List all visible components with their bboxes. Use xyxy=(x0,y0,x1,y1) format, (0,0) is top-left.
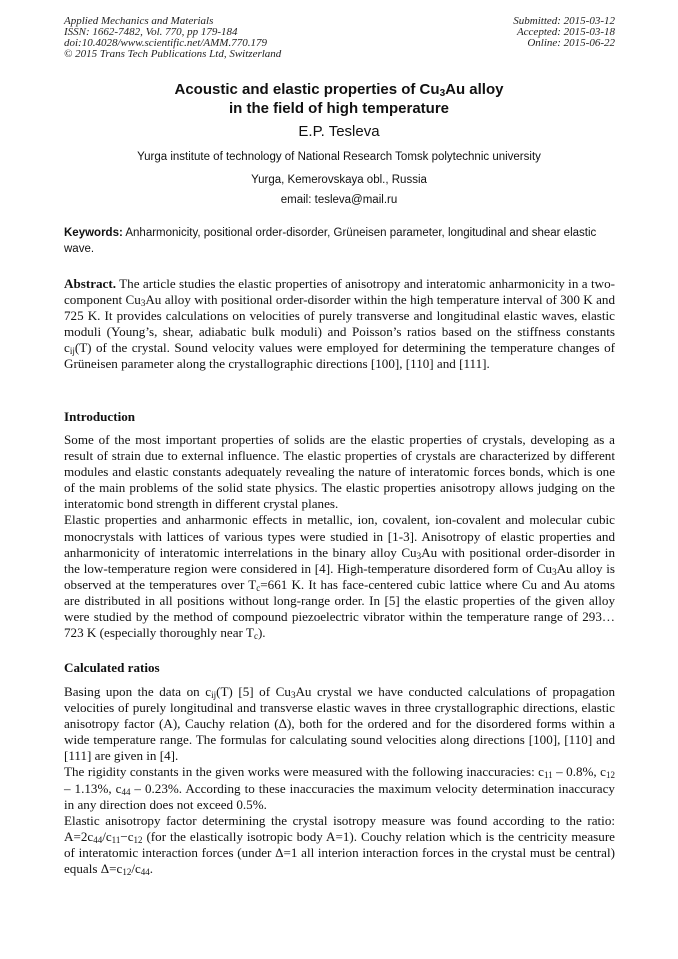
journal-copyright: © 2015 Trans Tech Publications Ltd, Switzerland xyxy=(64,48,282,60)
introduction-body xyxy=(64,432,615,641)
keywords-label: Keywords: xyxy=(64,227,123,239)
calculated-ratios-body xyxy=(64,684,615,877)
abstract-label: Abstract. xyxy=(64,276,116,291)
online-date: Online: 2015-06-22 xyxy=(527,37,615,49)
submitted-date: Submitted: 2015-03-12 xyxy=(513,15,615,27)
keywords-text: Anharmonicity, positional order-disorder, Grüneisen parameter, longitudinal and shear elastic wave. xyxy=(64,227,597,255)
accepted-date: Accepted: 2015-03-18 xyxy=(516,26,615,38)
intro-paragraph-1: Some of the most important properties of solids are the elastic properties of crystals, developing as a result of strain due to external influence. The elastic properties of crystals are characterized by different modules and elastic constants adequately revealing the nature of interatomic forces bonds, which is one of the main problems of the solid state physics. The elastic properties anisotropy allows judging on the interatomic bond strength in different crystal planes. xyxy=(64,432,615,512)
journal-header xyxy=(64,16,281,60)
dates-header xyxy=(513,16,615,49)
author-name: E.P. Tesleva xyxy=(298,123,380,140)
intro-paragraph-2: Elastic properties and anharmonic effects in metallic, ion, covalent, ion-covalent and molecular cubic monocrystals with lattices of various types were studied in [1-3]. Anisotropy of elastic properties and anharmonicity of interatomic interrelations in the binary alloy $Cu_3Au$ with positional order-disorder in the low-temperature region were considered in [4]. High-temperature disordered form of $Cu_3Au$ alloy is observed at the temperatures over $T_c=661$ K. It has face-centered cubic lattice where Cu and Au atoms are distributed in all positions without long-range order. In [5] the elastic properties of the given alloy were studied by the method of compound piezoelectric vibrator within the temperature range of 293…723 K (especially thoroughly near $T_c$). xyxy=(64,512,616,642)
calc-paragraph-1: Basing upon the data on $c_{ij}(T)$ [5] of $Cu_3Au$ crystal we have conducted calculations of propagation velocities of purely longitudinal and transverse elastic waves in three crystallographic directions, elastic anisotropy factor (A), Cauchy relation (Δ), both for the ordered and for the disordered forms within a wide temperature range. The formulas for calculating sound velocities along directions [100], [110] and [111] are given in [4]. xyxy=(64,684,616,764)
section-heading-introduction: Introduction xyxy=(64,409,136,424)
calc-paragraph-3: Elastic anisotropy factor determining the crystal isotropy measure was found according to the ratio: $A=2c_{44}/c_{11}-c_{12}$ (for the elastically isotropic body A=1). Couchy relation which is the centricity measure of interatomic interaction forces (under Δ=1 all interion interaction forces in the crystal must be central) equals $\Delta=c_{12}/c_{44}$. xyxy=(64,812,615,878)
author-email: email: tesleva@mail.ru xyxy=(280,194,398,206)
journal-name: Applied Mechanics and Materials xyxy=(64,15,214,27)
affiliation-location: Yurga, Kemerovskaya obl., Russia xyxy=(251,174,427,186)
keywords xyxy=(64,225,614,257)
affiliation-institute: Yurga institute of technology of National Research Tomsk polytechnic university xyxy=(137,151,541,163)
calc-paragraph-2: The rigidity constants in the given works were measured with the following inaccuracies: $c_{11} - 0.8\%$, $c_{12} - 1.13\%$, $c_{44} - 0.23\%$. According to these inaccuracies the maximum velocity determination inaccuracy in any direction does not exceed 0.5%. xyxy=(64,764,615,812)
paper-title: Acoustic and elastic properties of $Cu_3Au$ alloy in the field of high temperature xyxy=(174,81,504,117)
section-heading-calculated-ratios: Calculated ratios xyxy=(64,660,160,675)
journal-doi: doi:10.4028/www.scientific.net/AMM.770.179 xyxy=(64,37,267,49)
abstract: Abstract. The article studies the elastic properties of anisotropy and interatomic anharmonicity in a two-component $Cu_3Au$ alloy with positional order-disorder within the high temperature interval of 300 K and 725 K. It provides calculations on velocities of purely transverse and longitudinal elastic waves, elastic moduli (Young’s, shear, adiabatic bulk moduli) and Poisson’s ratios based on the stiffness constants $c_{ij}(T)$ of the crystal. Sound velocity values were employed for determining the temperature changes of Grüneisen parameter along the crystallographic directions [100], [110] and [111]. xyxy=(64,276,615,372)
journal-issn: ISSN: 1662-7482, Vol. 770, pp 179-184 xyxy=(64,26,238,38)
